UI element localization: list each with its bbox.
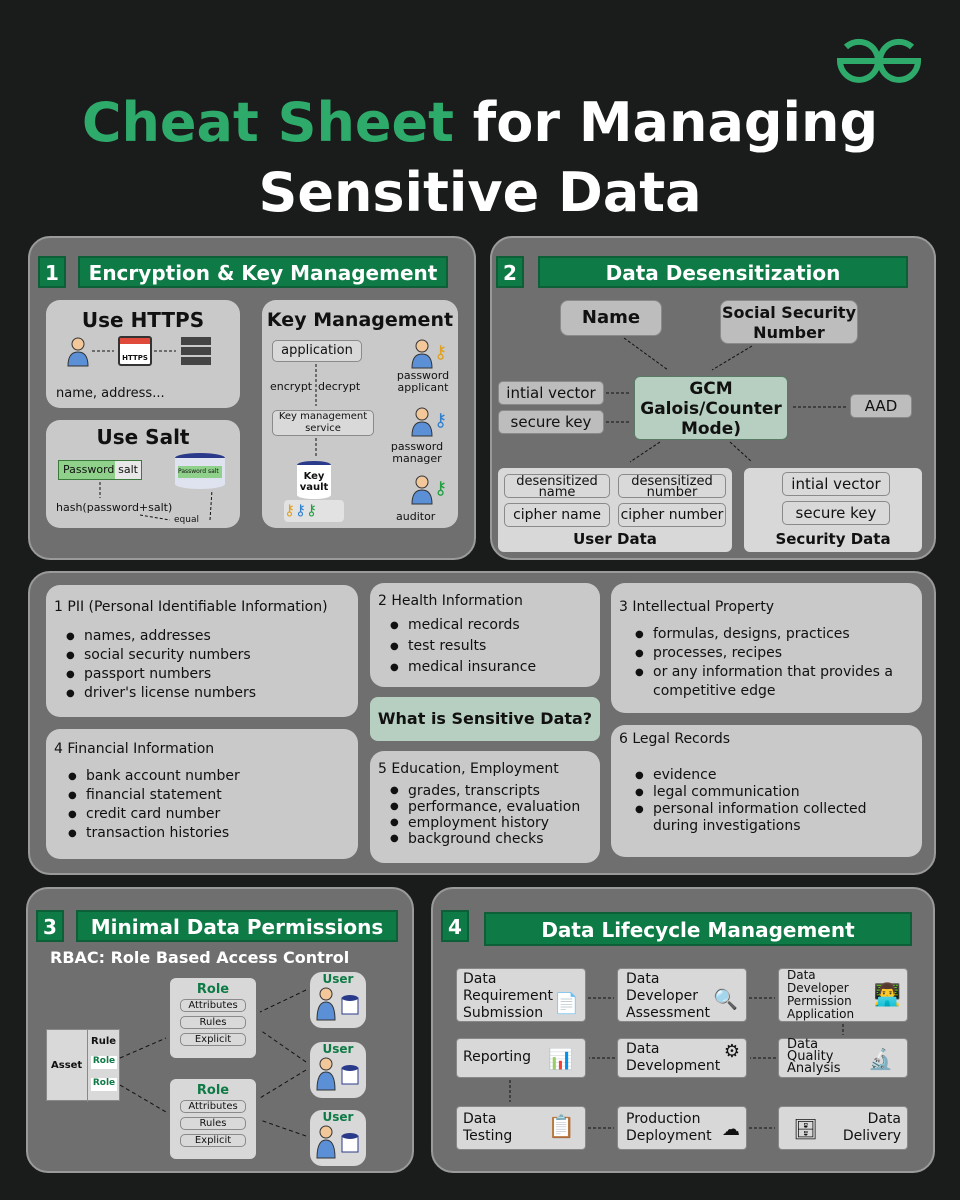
step-data-delivery: Data Delivery 🗄	[778, 1106, 908, 1150]
section-number: 1	[38, 256, 66, 288]
https-browser-icon	[118, 336, 152, 366]
list-item: ● background checks	[390, 831, 580, 847]
https-title: Use HTTPS	[81, 308, 205, 332]
list-item: ● bank account number	[68, 767, 240, 786]
step-developer-assessment: Data Developer Assessment 🔍	[617, 968, 747, 1022]
rule-label: Rule	[91, 1036, 117, 1047]
attributes-chip: Attributes	[180, 999, 246, 1012]
document-icon: 📄	[554, 991, 579, 1015]
key-icon: ⚷	[295, 501, 306, 519]
list-item: ● grades, transcripts	[390, 783, 580, 799]
list-item: ● performance, evaluation	[390, 799, 580, 815]
step-data-testing: Data Testing 📋	[456, 1106, 586, 1150]
list-item: ● medical insurance	[390, 657, 536, 678]
iv-box: intial vector	[498, 381, 604, 405]
cipher-name: cipher name	[504, 503, 610, 527]
key-icon: ⚷	[284, 501, 295, 519]
decrypt-label: decrypt	[318, 380, 361, 393]
edu-title: Education, Employment	[391, 761, 559, 777]
gcm-box: GCM Galois/Counter Mode)	[634, 376, 788, 440]
user-card	[310, 1042, 366, 1098]
user-label: User	[322, 1110, 354, 1124]
section-number: 3	[36, 910, 64, 942]
auditor-icon	[410, 474, 434, 506]
list-item: ● processes, recipes	[635, 644, 907, 663]
password-applicant-icon	[410, 338, 434, 370]
key-icon: ⚷	[434, 342, 448, 363]
step-quality-analysis: Data Quality Analysis 🔬	[778, 1038, 908, 1078]
geeksforgeeks-logo-icon	[836, 40, 922, 82]
user-with-db-icon	[314, 986, 364, 1022]
key-icon: ⚷	[306, 501, 317, 519]
legal-title: Legal Records	[632, 731, 731, 747]
test-checklist-icon: 📋	[547, 1115, 575, 1140]
km-title: Key Management	[266, 309, 454, 331]
step-requirement-submission: Data Requirement Submission 📄	[456, 968, 586, 1022]
education-card: 5 Education, Employment ● grades, transcripts ● performance, evaluation ● employment history ● background checks	[370, 751, 600, 863]
list-item: ● legal communication	[635, 784, 907, 801]
user-with-db-icon	[314, 1056, 364, 1092]
step-data-development: Data Development ⚙	[617, 1038, 747, 1078]
list-item: ● or any information that provides a competitive edge	[635, 663, 907, 701]
cloud-deploy-icon: ☁	[722, 1119, 740, 1140]
role-box	[170, 978, 256, 1058]
encrypt-label: encrypt	[270, 380, 313, 393]
role-label: password manager	[390, 440, 444, 465]
attributes-chip: Attributes	[180, 1100, 246, 1113]
desensitized-name: desensitized name	[504, 474, 610, 498]
key-vault-label: Key vault	[299, 471, 329, 493]
user-icon	[66, 336, 90, 368]
list-item: ● test results	[390, 636, 536, 657]
legal-list	[635, 767, 907, 835]
role-title: Role	[196, 1083, 230, 1098]
user-label: User	[322, 972, 354, 986]
security-key: secure key	[782, 501, 890, 525]
list-item: ● financial statement	[68, 786, 240, 805]
role-title: Role	[196, 982, 230, 997]
report-icon: 📊	[548, 1047, 573, 1071]
section-title: Encryption & Key Management	[78, 256, 448, 288]
ip-list	[635, 625, 907, 701]
section-title: Minimal Data Permissions	[76, 910, 398, 942]
kms-chip: Key management service	[272, 410, 374, 436]
server-icon	[180, 336, 212, 366]
section-title: Data Desensitization	[538, 256, 908, 288]
user-with-db-icon	[314, 1124, 364, 1160]
role-label: password applicant	[396, 369, 450, 394]
asset-label: Asset	[51, 1060, 83, 1071]
pii-title: PII (Personal Identifiable Information)	[67, 599, 328, 615]
delivery-icon: 🗄	[793, 1117, 819, 1141]
list-item: ● transaction histories	[68, 824, 240, 843]
list-item: ● evidence	[635, 767, 907, 784]
user-card	[310, 1110, 366, 1166]
quality-icon: 🔬	[868, 1047, 893, 1071]
list-item: ● passport numbers	[66, 665, 256, 684]
role-tag: Role	[91, 1078, 117, 1091]
health-title: Health Information	[391, 593, 523, 609]
user-label: User	[322, 1042, 354, 1056]
role-box	[170, 1079, 256, 1159]
name-box: Name	[560, 300, 662, 336]
security-data-label: Security Data	[775, 530, 891, 548]
explicit-chip: Explicit	[180, 1033, 246, 1046]
pii-card: 1 PII (Personal Identifiable Information) ● names, addresses ● social security numbers ● passport numbers ● driver's license numbers	[46, 585, 358, 717]
analysis-icon: 🔍	[713, 987, 738, 1011]
hash-label: hash(password+salt)	[56, 501, 173, 514]
https-caption: name, address...	[56, 386, 165, 401]
fin-list	[68, 767, 240, 843]
list-item: ● driver's license numbers	[66, 684, 256, 703]
asset-box	[46, 1029, 120, 1101]
key-icon: ⚷	[434, 410, 448, 431]
list-item: ● employment history	[390, 815, 580, 831]
ip-card: 3 Intellectual Property ● formulas, designs, practices ● processes, recipes ● or any information that provides a competitive edge	[611, 583, 922, 713]
step-production-deployment: Production Deployment ☁	[617, 1106, 747, 1150]
rbac-subtitle: RBAC: Role Based Access Control	[50, 948, 350, 967]
role-tag: Role	[91, 1056, 117, 1069]
what-is-sensitive-data: What is Sensitive Data?	[370, 697, 600, 741]
development-icon: ⚙	[723, 1041, 740, 1062]
developer-icon: 👨‍💻	[873, 983, 901, 1008]
aad-box: AAD	[850, 394, 912, 418]
section-number: 4	[441, 910, 469, 942]
list-item: ● formulas, designs, practices	[635, 625, 907, 644]
rules-chip: Rules	[180, 1016, 246, 1029]
list-item: ● medical records	[390, 615, 536, 636]
list-item: ● credit card number	[68, 805, 240, 824]
step-reporting: Reporting 📊	[456, 1038, 586, 1078]
keys-tray	[284, 500, 344, 522]
legal-card: 6 Legal Records ● evidence ● legal communication ● personal information collected during investigations	[611, 725, 922, 857]
password-manager-icon	[410, 406, 434, 438]
user-card	[310, 972, 366, 1028]
https-badge: HTTPS	[122, 354, 148, 362]
rules-chip: Rules	[180, 1117, 246, 1130]
list-item: ● names, addresses	[66, 627, 256, 646]
desensitized-number: desensitized number	[618, 474, 726, 498]
equal-label: equal	[174, 515, 199, 525]
secure-key-box: secure key	[498, 410, 604, 434]
ssn-box: Social Security Number	[720, 300, 858, 344]
edu-list	[390, 783, 580, 847]
key-icon: ⚷	[434, 478, 448, 499]
section-number: 2	[496, 256, 524, 288]
application-chip: application	[272, 340, 362, 362]
user-data-label: User Data	[573, 530, 657, 548]
fin-title: Financial Information	[67, 741, 215, 757]
explicit-chip: Explicit	[180, 1134, 246, 1147]
security-iv: intial vector	[782, 472, 890, 496]
ip-title: Intellectual Property	[632, 599, 775, 615]
health-card: 2 Health Information ● medical records ● test results ● medical insurance	[370, 583, 600, 687]
cipher-number: cipher number	[618, 503, 726, 527]
db-password-salt: Password salt	[178, 466, 222, 478]
step-permission-application: Data Developer Permission Application 👨‍💻	[778, 968, 908, 1022]
list-item: ● personal information collected during investigations	[635, 801, 907, 835]
pii-list	[66, 627, 256, 703]
financial-card: 4 Financial Information ● bank account number ● financial statement ● credit card number ● transaction histories	[46, 729, 358, 859]
role-label: auditor	[396, 510, 436, 523]
list-item: ● social security numbers	[66, 646, 256, 665]
page-title: Cheat Sheet for Managing Sensitive Data	[81, 91, 879, 224]
salt-title: Use Salt	[96, 425, 190, 449]
health-list	[390, 615, 536, 678]
section-title: Data Lifecycle Management	[484, 912, 912, 946]
password-salt-box: Password salt	[58, 460, 142, 480]
